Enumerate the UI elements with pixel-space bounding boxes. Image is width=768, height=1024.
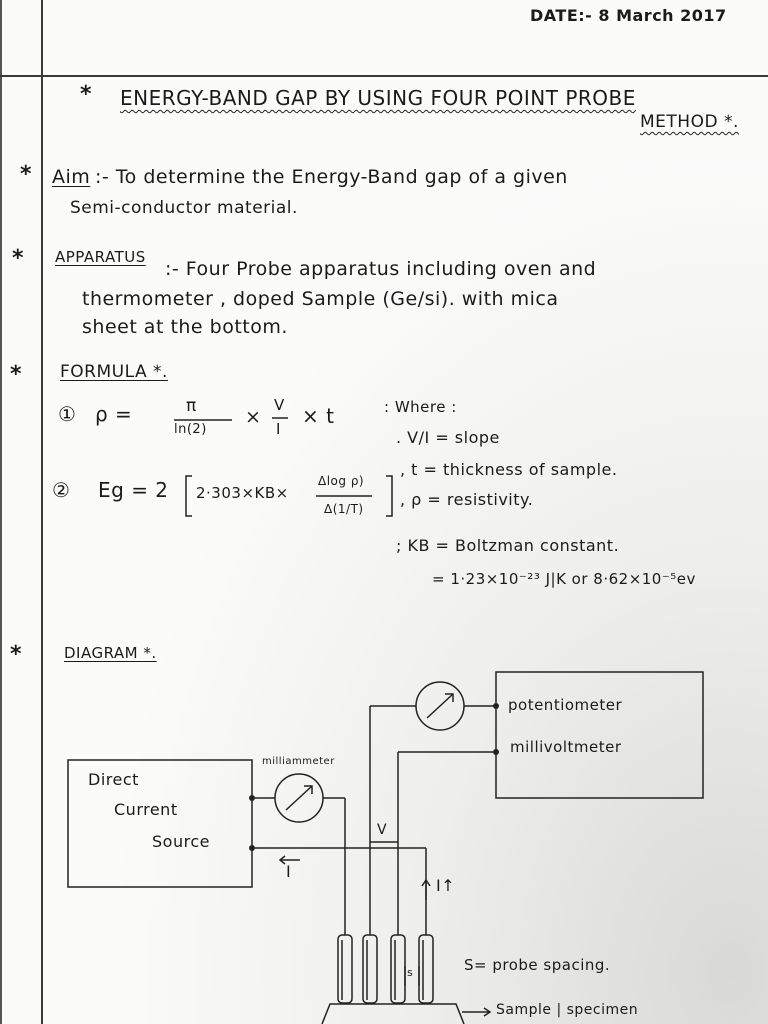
potentiometer-box	[496, 672, 703, 798]
where-item-thickness: , t = thickness of sample.	[400, 460, 618, 479]
where-item-boltzman: ; KB = Boltzman constant.	[396, 536, 620, 555]
formula-1-times: ×	[245, 406, 262, 428]
probe-3	[391, 935, 405, 1003]
formula-2-frac-den: Δ(1/T)	[324, 502, 364, 516]
dc-source-line1: Direct	[88, 770, 139, 789]
apparatus-star: *	[12, 246, 24, 271]
formula-2-inner: 2·303×KB×	[196, 484, 289, 502]
where-item-resistivity: , ρ = resistivity.	[400, 490, 534, 509]
sample-specimen	[322, 1004, 464, 1024]
millivoltmeter-label: millivoltmeter	[510, 738, 622, 756]
diagram-star: *	[10, 642, 22, 667]
aim-text-line2: Semi-conductor material.	[70, 198, 298, 218]
formula-1-ln2: ln(2)	[174, 422, 207, 437]
potentiometer-label: potentiometer	[508, 696, 623, 714]
apparatus-text-line2: thermometer , doped Sample (Ge/si). with mica	[82, 288, 559, 310]
formula-2-frac-num: Δlog ρ)	[318, 474, 365, 488]
formula-1-v: V	[274, 396, 285, 414]
probe-spacing-label: S= probe spacing.	[464, 956, 611, 974]
apparatus-text-line1: :- Four Probe apparatus including oven and	[165, 258, 597, 280]
dc-source-line2: Current	[114, 800, 178, 819]
formula-2-number: ②	[52, 478, 71, 502]
milliammeter-label: milliammeter	[262, 756, 335, 767]
formula-2-lhs: Eg = 2	[98, 478, 169, 502]
apparatus-text-line3: sheet at the bottom.	[82, 316, 288, 338]
formula-star: *	[10, 362, 22, 387]
title-star: *	[80, 82, 92, 107]
formula-1-lhs: ρ =	[95, 402, 133, 426]
apparatus-label: APPARATUS	[55, 248, 146, 266]
page-title: ENERGY-BAND GAP BY USING FOUR POINT PROBE	[120, 86, 636, 110]
diagram-label: DIAGRAM *.	[64, 644, 157, 662]
where-item-constant-value: = 1·23×10⁻²³ J|K or 8·62×10⁻⁵ev	[432, 570, 696, 588]
current-up-label: I↑	[436, 876, 456, 895]
formula-1-tail: × t	[302, 404, 335, 428]
where-label: : Where :	[384, 398, 457, 416]
spacing-s-label: s	[407, 966, 414, 979]
aim-text-line1: :- To determine the Energy-Band gap of a given	[95, 166, 568, 188]
current-label: I	[286, 862, 292, 881]
formula-1-pi: π	[186, 396, 197, 416]
formula-1-i: I	[276, 420, 281, 438]
page-title-cont: METHOD *.	[640, 112, 739, 132]
sample-label: Sample | specimen	[496, 1002, 639, 1018]
probe-1	[338, 935, 352, 1003]
aim-label: Aim	[52, 166, 91, 188]
voltage-label: V	[377, 822, 388, 838]
date-label: DATE:- 8 March 2017	[530, 6, 727, 25]
where-item-slope: . V/I = slope	[396, 428, 500, 447]
dc-source-line3: Source	[152, 832, 210, 851]
formula-1-number: ①	[58, 402, 77, 426]
probe-4	[419, 935, 433, 1003]
aim-star: *	[20, 162, 32, 187]
probe-2	[363, 935, 377, 1003]
formula-label: FORMULA *.	[60, 362, 168, 382]
